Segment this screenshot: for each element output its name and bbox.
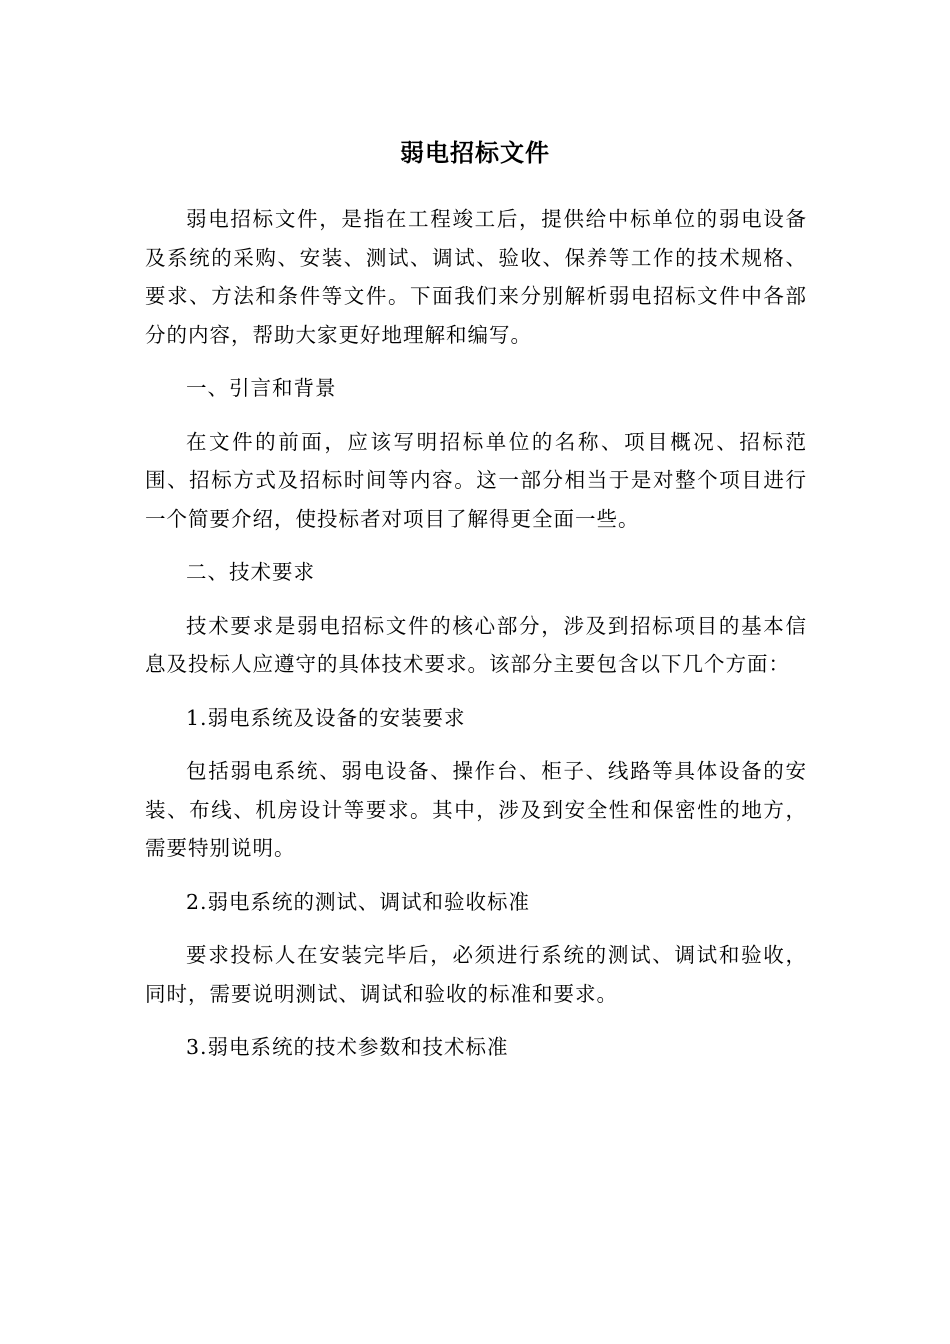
introduction-paragraph: 在文件的前面，应该写明招标单位的名称、项目概况、招标范围、招标方式及招标时间等内容。这一部分相当于是对整个项目进行一个简要介绍，使投标者对项目了解得更全面一些。 xyxy=(145,429,807,531)
subheading-technical-parameters: 3.弱电系统的技术参数和技术标准 xyxy=(186,1035,509,1059)
technical-requirements-paragraph: 技术要求是弱电招标文件的核心部分，涉及到招标项目的基本信息及投标人应遵守的具体技术要求。该部分主要包含以下几个方面： xyxy=(145,613,807,676)
testing-standards-paragraph: 要求投标人在安装完毕后，必须进行系统的测试、调试和验收，同时，需要说明测试、调试和验收的标准和要求。 xyxy=(145,943,807,1006)
section-heading-introduction: 一、引言和背景 xyxy=(186,376,337,400)
intro-paragraph: 弱电招标文件，是指在工程竣工后，提供给中标单位的弱电设备及系统的采购、安装、测试、调试、验收、保养等工作的技术规格、要求、方法和条件等文件。下面我们来分别解析弱电招标文件中各部分的内容，帮助大家更好地理解和编写。 xyxy=(145,207,807,347)
installation-requirements-paragraph: 包括弱电系统、弱电设备、操作台、柜子、线路等具体设备的安装、布线、机房设计等要求。其中，涉及到安全性和保密性的地方，需要特别说明。 xyxy=(145,759,807,860)
section-heading-technical-requirements: 二、技术要求 xyxy=(186,560,315,584)
document-body xyxy=(145,200,807,1082)
subheading-testing-standards: 2.弱电系统的测试、调试和验收标准 xyxy=(186,889,531,914)
subheading-installation-requirements: 1.弱电系统及设备的安装要求 xyxy=(186,705,466,730)
document-title: 弱电招标文件 xyxy=(400,139,550,167)
